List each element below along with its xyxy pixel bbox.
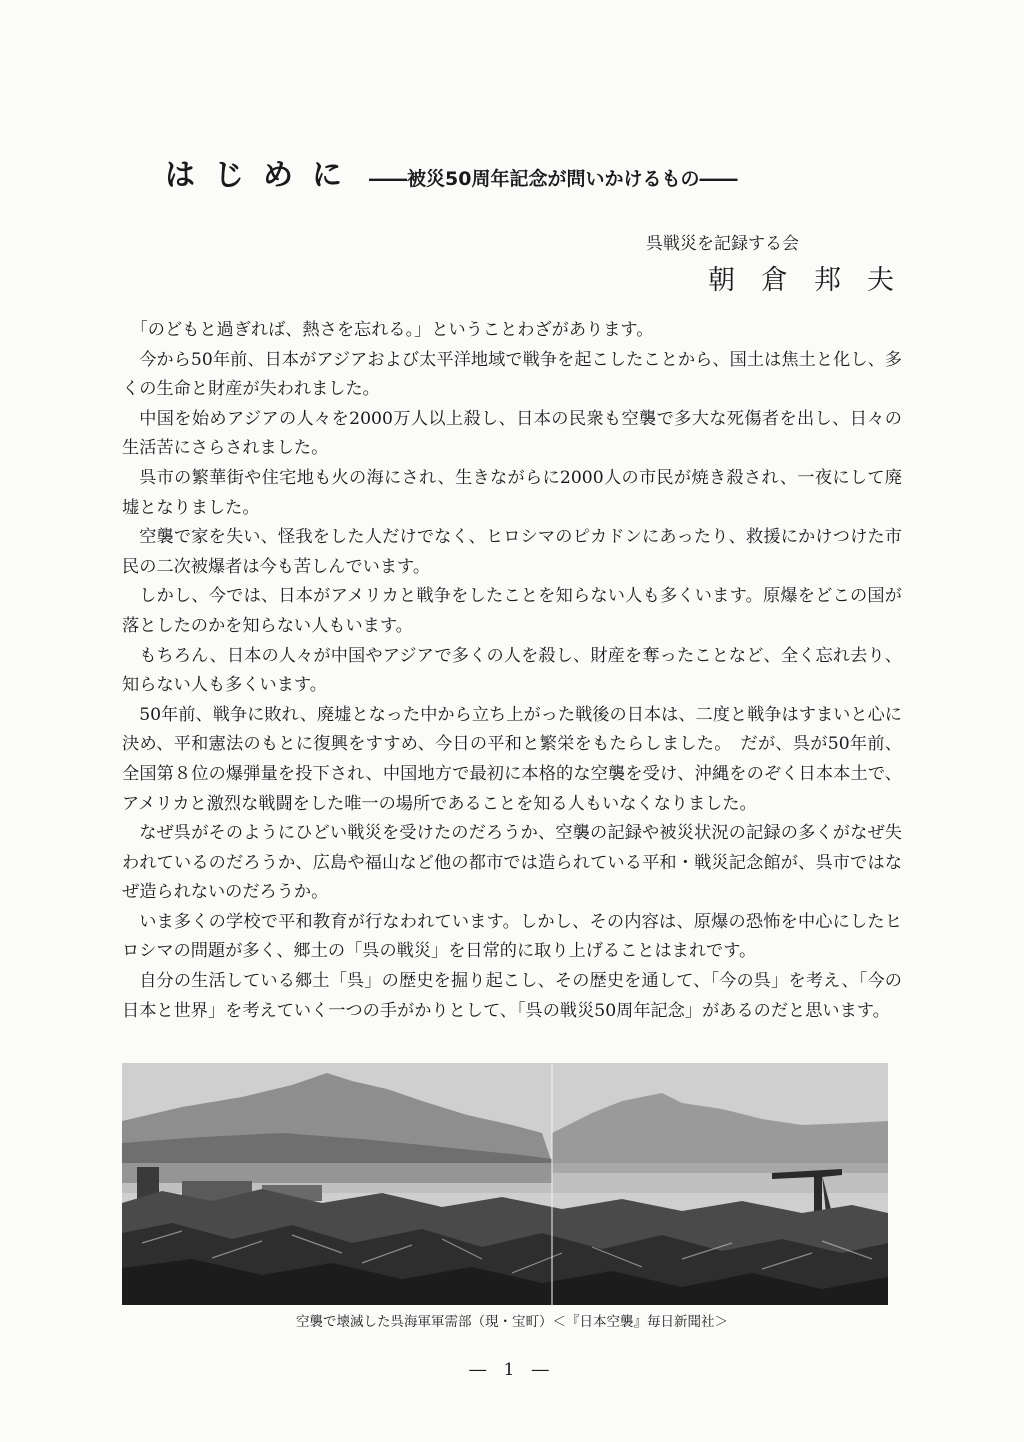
paragraph-8: 50年前、戦争に敗れ、廃墟となった中から立ち上がった戦後の日本は、二度と戦争はすまいと心に決め、平和憲法のもとに復興をすすめ、今日の平和と繁栄をもたらしました。 だが、呉が50年前、全国第８位の爆弾量を投下され、中国地方で最初に本格的な空襲を受け、沖縄をのぞく日本本土で、アメリカと激烈な戦闘をした唯一の場所であることを知る人もいなくなりました。 [122,704,902,814]
paragraph-2: 今から50年前、日本がアジアおよび太平洋地域で戦争を起こしたことから、国土は焦土と化し、多くの生命と財産が失われました。 [122,349,902,400]
paragraph-6: しかし、今では、日本がアメリカと戦争をしたことを知らない人も多くいます。原爆をどこの国が落としたのかを知らない人もいます。 [122,586,902,636]
photo-caption: 空襲で壊滅した呉海軍軍需部（現・宝町）＜『日本空襲』毎日新聞社＞ [296,1314,728,1330]
body-text [122,316,902,1026]
paragraph-10: いま多くの学校で平和教育が行なわれています。しかし、その内容は、原爆の恐怖を中心にしたヒロシマの問題が多く、郷土の「呉の戦災」を日常的に取り上げることはまれです。 [122,911,902,962]
ruins-photo [122,1063,888,1305]
page-number: ― 1 ― [469,1360,555,1380]
paragraph-5: 空襲で家を失い、怪我をした人だけでなく、ヒロシマのピカドンにあったり、救援にかけつけた市民の二次被爆者は今も苦しんでいます。 [122,527,902,577]
paragraph-4: 呉市の繁華街や住宅地も火の海にされ、生きながらに2000人の市民が焼き殺され、一夜にして廃墟となりました。 [122,467,902,518]
ruins-photo-image [122,1063,888,1305]
paragraph-11: 自分の生活している郷土「呉」の歴史を掘り起こし、その歴史を通して、「今の呉」を考え、「今の日本と世界」を考えていく一つの手がかりとして、「呉の戦災50周年記念」があるのだと思います。 [122,971,902,1021]
paragraph-1: 「のどもと過ぎれば、熱さを忘れる。」ということわざがあります。 [130,320,654,340]
author-name: 朝倉邦夫 [708,265,920,296]
heading-title: はじめに [165,158,361,193]
paragraph-9: なぜ呉がそのようにひどい戦災を受けたのだろうか、空襲の記録や被災状況の記録の多くがなぜ失われているのだろうか、広島や福山など他の都市では造られている平和・戦災記念館が、呉市ではなぜ造られないのだろうか。 [122,823,902,903]
organization-name: 呉戦災を記録する会 [646,234,799,254]
paragraph-3: 中国を始めアジアの人々を2000万人以上殺し、日本の民衆も空襲で多大な死傷者を出し、日々の生活苦にさらされました。 [122,408,902,459]
page-heading [165,150,737,194]
heading-subtitle: ――被災50周年記念が問いかけるもの―― [369,168,738,190]
paragraph-7: もちろん、日本の人々が中国やアジアで多くの人を殺し、財産を奪ったことなど、全く忘れ去り、知らない人も多くいます。 [122,645,902,696]
